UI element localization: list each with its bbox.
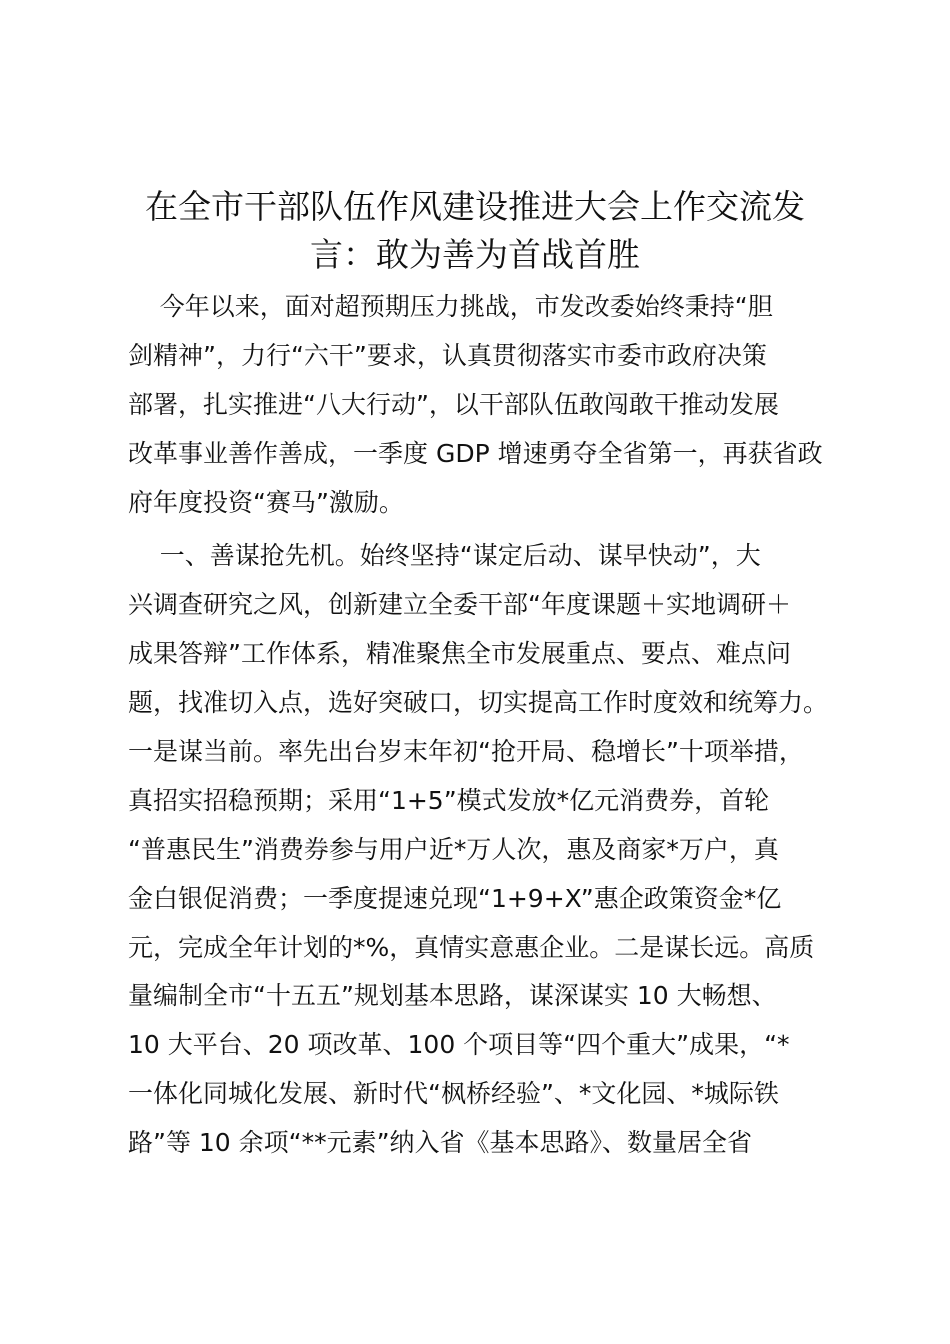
text-line: 成果答辩”工作体系，精准聚焦全市发展重点、要点、难点问 [128,639,791,669]
text-line: 元，完成全年计划的*%，真情实意惠企业。二是谋长远。高质 [128,932,815,962]
title-line: 言：敢为善为首战首胜 [310,235,640,274]
document-body [128,283,828,1168]
document-title [118,183,832,279]
text-line: 兴调查研究之风，创新建立全委干部“年度课题＋实地调研＋ [128,590,791,620]
text-line: 一是谋当前。率先出台岁末年初“抢开局、稳增长”十项举措， [128,737,804,767]
text-line: 今年以来，面对超预期压力挑战，市发改委始终秉持“胆 [128,292,773,321]
text-line: 题，找准切入点，选好突破口，切实提高工作时度效和统筹力。 [128,688,829,718]
text-line: 10 大平台、20 项改革、100 个项目等“四个重大”成果，“* [128,1030,790,1060]
text-line: 部署，扎实推进“八大行动”，以干部队伍敢闯敢干推动发展 [128,389,779,419]
text-line: 真招实招稳预期；采用“1+5”模式发放*亿元消费券，首轮 [128,785,770,815]
text-line: 改革事业善作善成，一季度 GDP 增速勇夺全省第一，再获省政 [128,438,823,468]
paragraph-intro [128,283,828,527]
paragraph-section-one [128,532,828,1168]
text-line: “普惠民生”消费券参与用户近*万人次，惠及商家*万户，真 [128,834,779,864]
text-line: 一、善谋抢先机。始终坚持“谋定后动、谋早快动”，大 [128,541,761,571]
text-line: 金白银促消费；一季度提速兑现“1+9+X”惠企政策资金*亿 [128,883,782,913]
title-line: 在全市干部队伍作风建设推进大会上作交流发 [145,187,805,226]
text-line: 量编制全市“十五五”规划基本思路，谋深谋实 10 大畅想、 [128,981,777,1011]
text-line: 路”等 10 余项“**元素”纳入省《基本思路》、数量居全省 [128,1128,753,1158]
text-line: 府年度投资“赛马”激励。 [128,487,404,517]
text-line: 一体化同城化发展、新时代“枫桥经验”、*文化园、*城际铁 [128,1079,779,1109]
text-line: 剑精神”，力行“六干”要求，认真贯彻落实市委市政府决策 [128,340,767,370]
